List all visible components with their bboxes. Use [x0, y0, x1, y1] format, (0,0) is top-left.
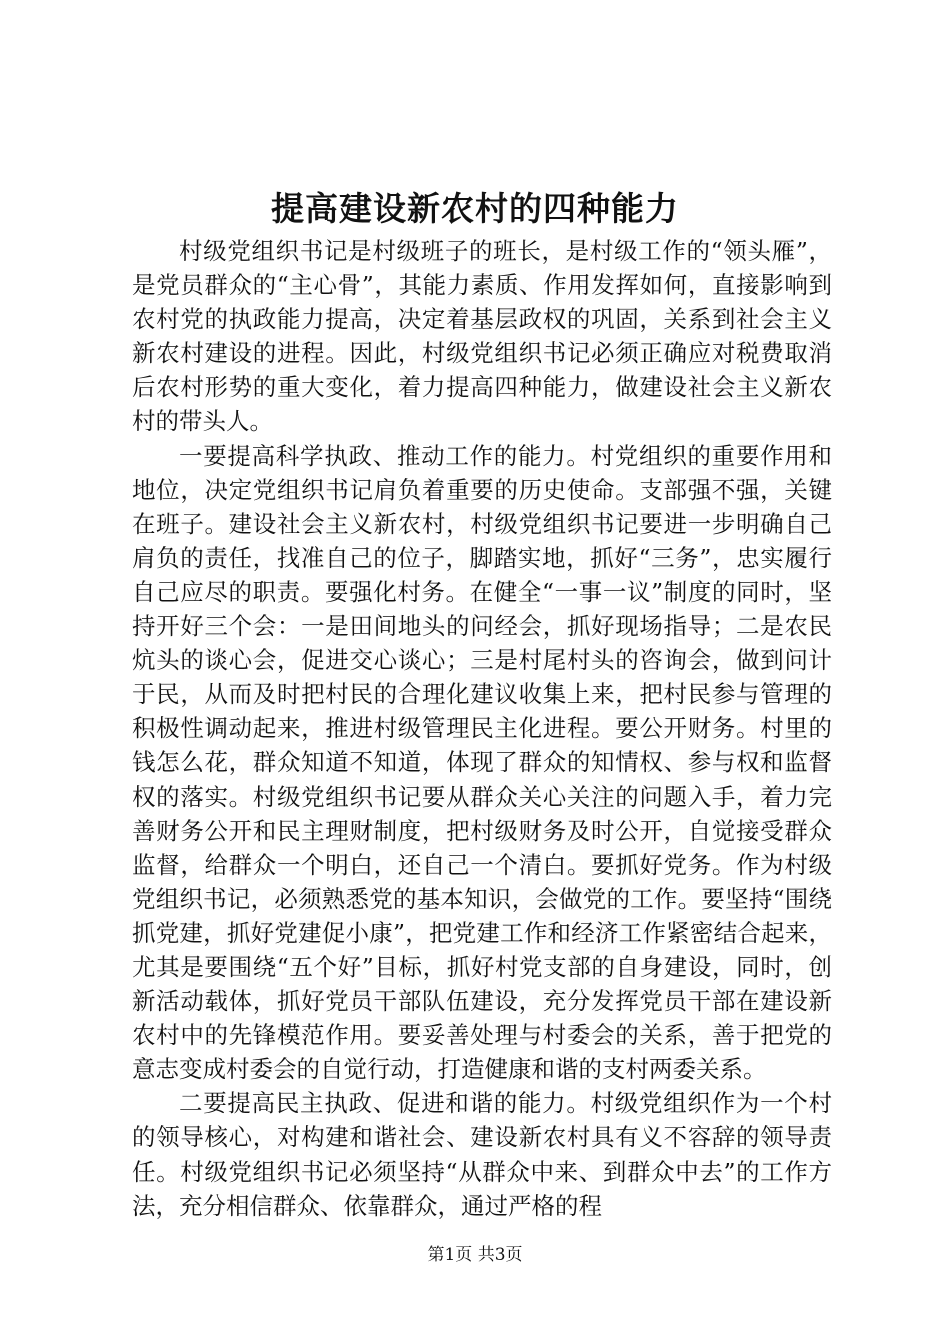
paragraph-second-ability: 二要提高民主执政、促进和谐的能力。村级党组织作为一个村的领导核心，对构建和谐社会、建设新农村具有义不容辞的领导责任。村级党组织书记必须坚持“从群众中来、到群众中去”的工作方法，充分相信群众、依靠群众，通过严格的程 — [132, 1089, 832, 1220]
document-title: 提高建设新农村的四种能力 — [271, 189, 679, 228]
paragraph-first-ability: 一要提高科学执政、推动工作的能力。村党组织的重要作用和地位，决定党组织书记肩负着重要的历史使命。支部强不强，关键在班子。建设社会主义新农村，村级党组织书记要进一步明确自己肩负的责任，找准自己的位子，脚踏实地，抓好“三务”，忠实履行自己应尽的职责。要强化村务。在健全“一事一议”制度的同时，坚持开好三个会：一是田间地头的问经会，抓好现场指导；二是农民炕头的谈心会，促进交心谈心；三是村尾村头的咨询会，做到问计于民，从而及时把村民的合理化建议收集上来，把村民参与管理的积极性调动起来，推进村级管理民主化进程。要公开财务。村里的钱怎么花，群众知道不知道，体现了群众的知情权、参与权和监督权的落实。村级党组织书记要从群众关心关注的问题入手，着力完善财务公开和民主理财制度，把村级财务及时公开，自觉接受群众监督，给群众一个明白，还自己一个清白。要抓好党务。作为村级党组织书记，必须熟悉党的基本知识，会做党的工作。要坚持“围绕抓党建，抓好党建促小康”，把党建工作和经济工作紧密结合起来，尤其是要围绕“五个好”目标，抓好村党支部的自身建设，同时，创新活动载体，抓好党员干部队伍建设，充分发挥党员干部在建设新农村中的先锋模范作用。要妥善处理与村委会的关系，善于把党的意志变成村委会的自觉行动，打造健康和谐的支村两委关系。 — [132, 441, 832, 1084]
page-number-footer: 第1页 共3页 — [427, 1245, 523, 1265]
paragraph-intro: 村级党组织书记是村级班子的班长，是村级工作的“领头雁”，是党员群众的“主心骨”，其能力素质、作用发挥如何，直接影响到农村党的执政能力提高，决定着基层政权的巩固，关系到社会主义新农村建设的进程。因此，村级党组织书记必须正确应对税费取消后农村形势的重大变化，着力提高四种能力，做建设社会主义新农村的带头人。 — [132, 237, 832, 436]
document-body — [132, 234, 832, 1223]
